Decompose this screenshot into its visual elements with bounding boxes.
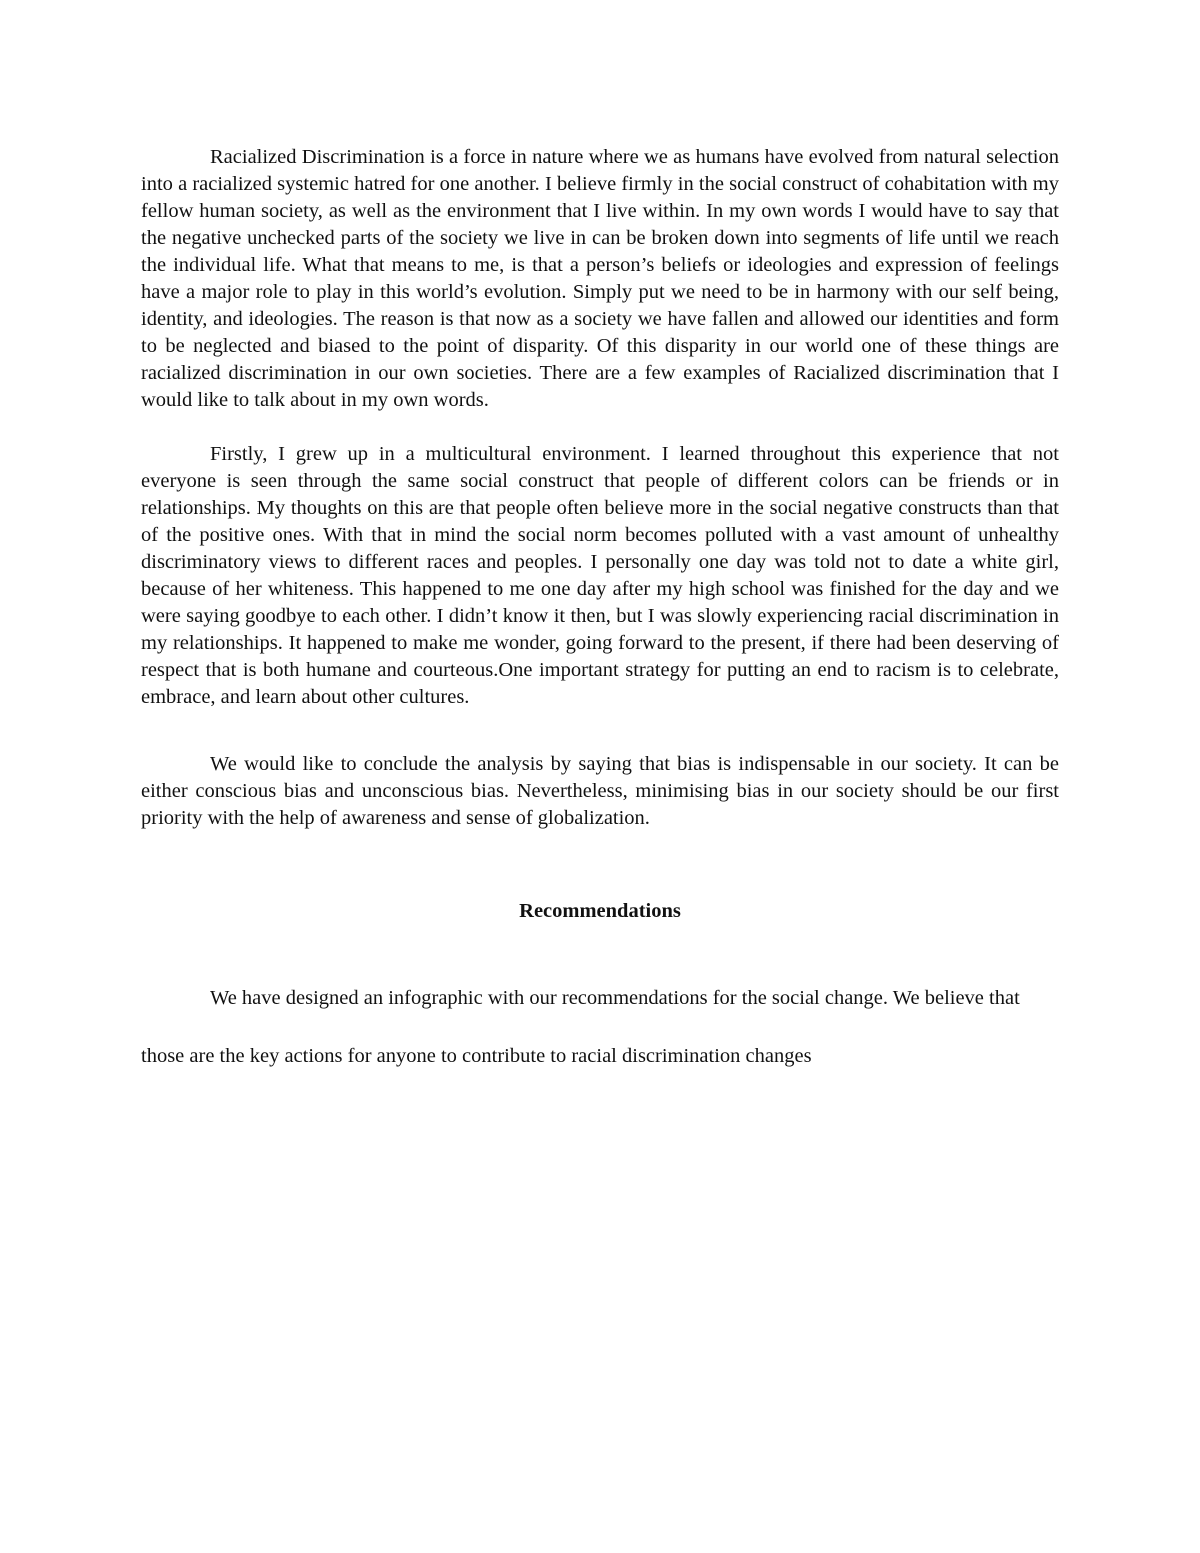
paragraph-racialized-discrimination: Racialized Discrimination is a force in nature where we as humans have evolved from natural selection into a racialized systemic hatred for one another. I believe firmly in the social construct of cohabitation with my fellow human society, as well as the environment that I live within. In my own words I would have to say that the negative unchecked parts of the society we live in can be broken down into segments of life until we reach the individual life. What that means to me, is that a person’s beliefs or ideologies and expression of feelings have a major role to play in this world’s evolution. Simply put we need to be in harmony with our self being, identity, and ideologies. The reason is that now as a society we have fallen and allowed our identities and form to be neglected and biased to the point of disparity. Of this disparity in our world one of these things are racialized discrimination in our own societies. There are a few examples of Racialized discrimination that I would like to talk about in my own words. bbox=[141, 146, 1059, 411]
paragraph-multicultural-experience: Firstly, I grew up in a multicultural environment. I learned throughout this experience that not everyone is seen through the same social construct that people of different colors can be friends or in relationships. My thoughts on this are that people often believe more in the social negative constructs than that of the positive ones. With that in mind the social norm becomes polluted with a vast amount of unhealthy discriminatory views to different races and peoples. I personally one day was told not to date a white girl, because of her whiteness. This happened to me one day after my high school was finished for the day and we were saying goodbye to each other. I didn’t know it then, but I was slowly experiencing racial discrimination in my relationships. It happened to make me wonder, going forward to the present, if there had been deserving of respect that is both humane and courteous.One important strategy for putting an end to racism is to celebrate, embrace, and learn about other cultures. bbox=[141, 443, 1059, 708]
paragraph-conclusion: We would like to conclude the analysis by saying that bias is indispensable in our society. It can be either conscious bias and unconscious bias. Nevertheless, minimising bias in our society should be our first priority with the help of awareness and sense of globalization. bbox=[141, 753, 1059, 829]
section-heading-recommendations: Recommendations bbox=[519, 900, 681, 922]
document-body bbox=[141, 144, 1059, 1085]
paragraph-recommendations: We have designed an infographic with our recommendations for the social change. We believe that those are the key actions for anyone to contribute to racial discrimination changes bbox=[141, 987, 1020, 1067]
